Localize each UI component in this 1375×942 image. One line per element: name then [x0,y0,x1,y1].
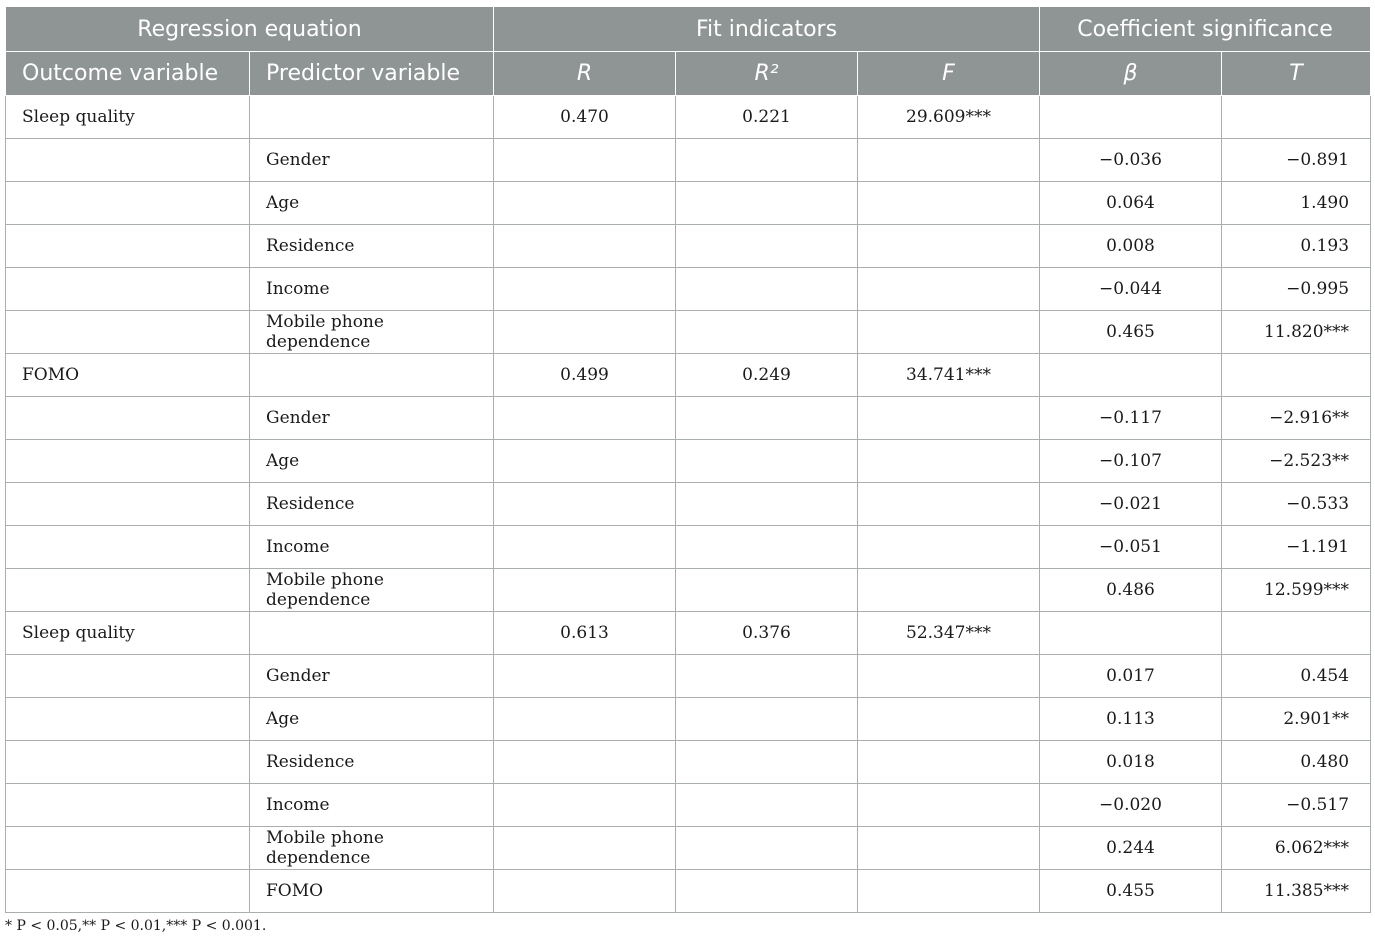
cell-beta: −0.044 [1040,268,1222,311]
table-header [6,7,1371,96]
cell-t: 1.490 [1222,182,1371,225]
cell-r [494,440,676,483]
cell-r [494,698,676,741]
cell-beta: 0.017 [1040,655,1222,698]
cell-f [858,827,1040,870]
cell-t: −1.191 [1222,526,1371,569]
cell-predictor: Mobile phone dependence [250,569,494,612]
cell-r2: 0.376 [676,612,858,655]
table-row [6,827,1371,870]
cell-f: 52.347*** [858,612,1040,655]
table-footnote: * P < 0.05,** P < 0.01,*** P < 0.001. [5,918,267,934]
cell-t: −0.995 [1222,268,1371,311]
table-row [6,354,1371,397]
cell-f [858,784,1040,827]
group-header-coefficient-significance: Coefficient significance [1040,7,1371,52]
cell-predictor: Gender [250,397,494,440]
cell-r [494,397,676,440]
cell-r [494,225,676,268]
table-row [6,440,1371,483]
cell-r: 0.499 [494,354,676,397]
table-row [6,655,1371,698]
cell-f [858,268,1040,311]
table-row [6,96,1371,139]
col-header-t: T [1222,52,1371,96]
cell-outcome [6,655,250,698]
cell-outcome [6,440,250,483]
cell-t [1222,354,1371,397]
cell-beta: −0.051 [1040,526,1222,569]
cell-r2 [676,827,858,870]
cell-outcome [6,569,250,612]
cell-r2 [676,268,858,311]
cell-f [858,698,1040,741]
cell-r [494,870,676,913]
table-row [6,311,1371,354]
cell-r [494,139,676,182]
cell-f [858,526,1040,569]
cell-predictor: Residence [250,483,494,526]
cell-t: 6.062*** [1222,827,1371,870]
cell-t: 11.385*** [1222,870,1371,913]
cell-r2 [676,569,858,612]
cell-outcome [6,483,250,526]
group-header-regression-equation: Regression equation [6,7,494,52]
cell-f [858,397,1040,440]
cell-predictor: Age [250,182,494,225]
cell-outcome: FOMO [6,354,250,397]
cell-r [494,655,676,698]
cell-outcome [6,784,250,827]
cell-t: −2.916** [1222,397,1371,440]
cell-predictor [250,612,494,655]
cell-beta: 0.018 [1040,741,1222,784]
cell-r2 [676,311,858,354]
cell-f [858,225,1040,268]
cell-beta: −0.020 [1040,784,1222,827]
cell-r [494,741,676,784]
cell-predictor: Age [250,440,494,483]
cell-predictor: Income [250,526,494,569]
cell-beta: 0.008 [1040,225,1222,268]
cell-t: 2.901** [1222,698,1371,741]
cell-f [858,311,1040,354]
cell-predictor: Residence [250,225,494,268]
cell-outcome: Sleep quality [6,612,250,655]
cell-t: 11.820*** [1222,311,1371,354]
cell-outcome [6,741,250,784]
col-header-outcome: Outcome variable [6,52,250,96]
cell-predictor [250,96,494,139]
cell-t: 12.599*** [1222,569,1371,612]
cell-r [494,827,676,870]
col-header-r2: R² [676,52,858,96]
cell-r2 [676,526,858,569]
cell-r2 [676,225,858,268]
cell-r [494,569,676,612]
cell-beta [1040,354,1222,397]
cell-r2: 0.249 [676,354,858,397]
cell-f [858,655,1040,698]
cell-outcome [6,827,250,870]
column-header-row [6,52,1371,96]
table-row [6,870,1371,913]
table-row [6,182,1371,225]
cell-t: −0.891 [1222,139,1371,182]
table-row [6,569,1371,612]
table-row [6,698,1371,741]
cell-beta: 0.244 [1040,827,1222,870]
table-row [6,268,1371,311]
cell-predictor: Mobile phone dependence [250,827,494,870]
cell-r [494,268,676,311]
cell-outcome [6,268,250,311]
table-body [6,96,1371,913]
cell-f [858,741,1040,784]
cell-outcome [6,526,250,569]
cell-beta: −0.021 [1040,483,1222,526]
cell-outcome [6,225,250,268]
table-row [6,526,1371,569]
cell-outcome: Sleep quality [6,96,250,139]
cell-t [1222,612,1371,655]
cell-predictor: Mobile phone dependence [250,311,494,354]
cell-r2 [676,182,858,225]
cell-beta: 0.113 [1040,698,1222,741]
group-header-fit-indicators: Fit indicators [494,7,1040,52]
cell-f [858,569,1040,612]
cell-beta: 0.455 [1040,870,1222,913]
cell-r2 [676,741,858,784]
cell-t: −0.533 [1222,483,1371,526]
cell-r [494,526,676,569]
regression-table-container [5,6,1370,913]
cell-r [494,182,676,225]
table-row [6,139,1371,182]
cell-t: 0.454 [1222,655,1371,698]
cell-r: 0.613 [494,612,676,655]
table-row [6,741,1371,784]
cell-f [858,483,1040,526]
cell-predictor: Gender [250,655,494,698]
cell-outcome [6,139,250,182]
cell-beta: −0.036 [1040,139,1222,182]
cell-t: 0.193 [1222,225,1371,268]
cell-beta: −0.117 [1040,397,1222,440]
cell-predictor: Residence [250,741,494,784]
cell-r2 [676,655,858,698]
cell-outcome [6,698,250,741]
cell-outcome [6,182,250,225]
cell-predictor: Income [250,784,494,827]
cell-f [858,182,1040,225]
cell-f: 29.609*** [858,96,1040,139]
cell-r2 [676,483,858,526]
table-row [6,483,1371,526]
cell-f [858,139,1040,182]
cell-r2: 0.221 [676,96,858,139]
table-row [6,397,1371,440]
cell-r [494,311,676,354]
cell-predictor [250,354,494,397]
cell-beta: 0.465 [1040,311,1222,354]
col-header-f: F [858,52,1040,96]
col-header-beta: β [1040,52,1222,96]
cell-r2 [676,784,858,827]
table-row [6,225,1371,268]
cell-r [494,483,676,526]
cell-r2 [676,698,858,741]
cell-t: −0.517 [1222,784,1371,827]
cell-r2 [676,397,858,440]
cell-beta [1040,96,1222,139]
table-row [6,612,1371,655]
cell-t: −2.523** [1222,440,1371,483]
cell-outcome [6,311,250,354]
cell-t [1222,96,1371,139]
cell-predictor: Gender [250,139,494,182]
cell-outcome [6,397,250,440]
regression-table [5,6,1371,913]
cell-outcome [6,870,250,913]
cell-beta: 0.064 [1040,182,1222,225]
cell-predictor: Age [250,698,494,741]
col-header-predictor: Predictor variable [250,52,494,96]
cell-f: 34.741*** [858,354,1040,397]
cell-r2 [676,440,858,483]
cell-t: 0.480 [1222,741,1371,784]
cell-r2 [676,870,858,913]
cell-r2 [676,139,858,182]
cell-predictor: Income [250,268,494,311]
col-header-r: R [494,52,676,96]
cell-r: 0.470 [494,96,676,139]
cell-beta: 0.486 [1040,569,1222,612]
cell-beta [1040,612,1222,655]
cell-beta: −0.107 [1040,440,1222,483]
cell-f [858,440,1040,483]
cell-f [858,870,1040,913]
cell-r [494,784,676,827]
group-header-row [6,7,1371,52]
cell-predictor: FOMO [250,870,494,913]
table-row [6,784,1371,827]
